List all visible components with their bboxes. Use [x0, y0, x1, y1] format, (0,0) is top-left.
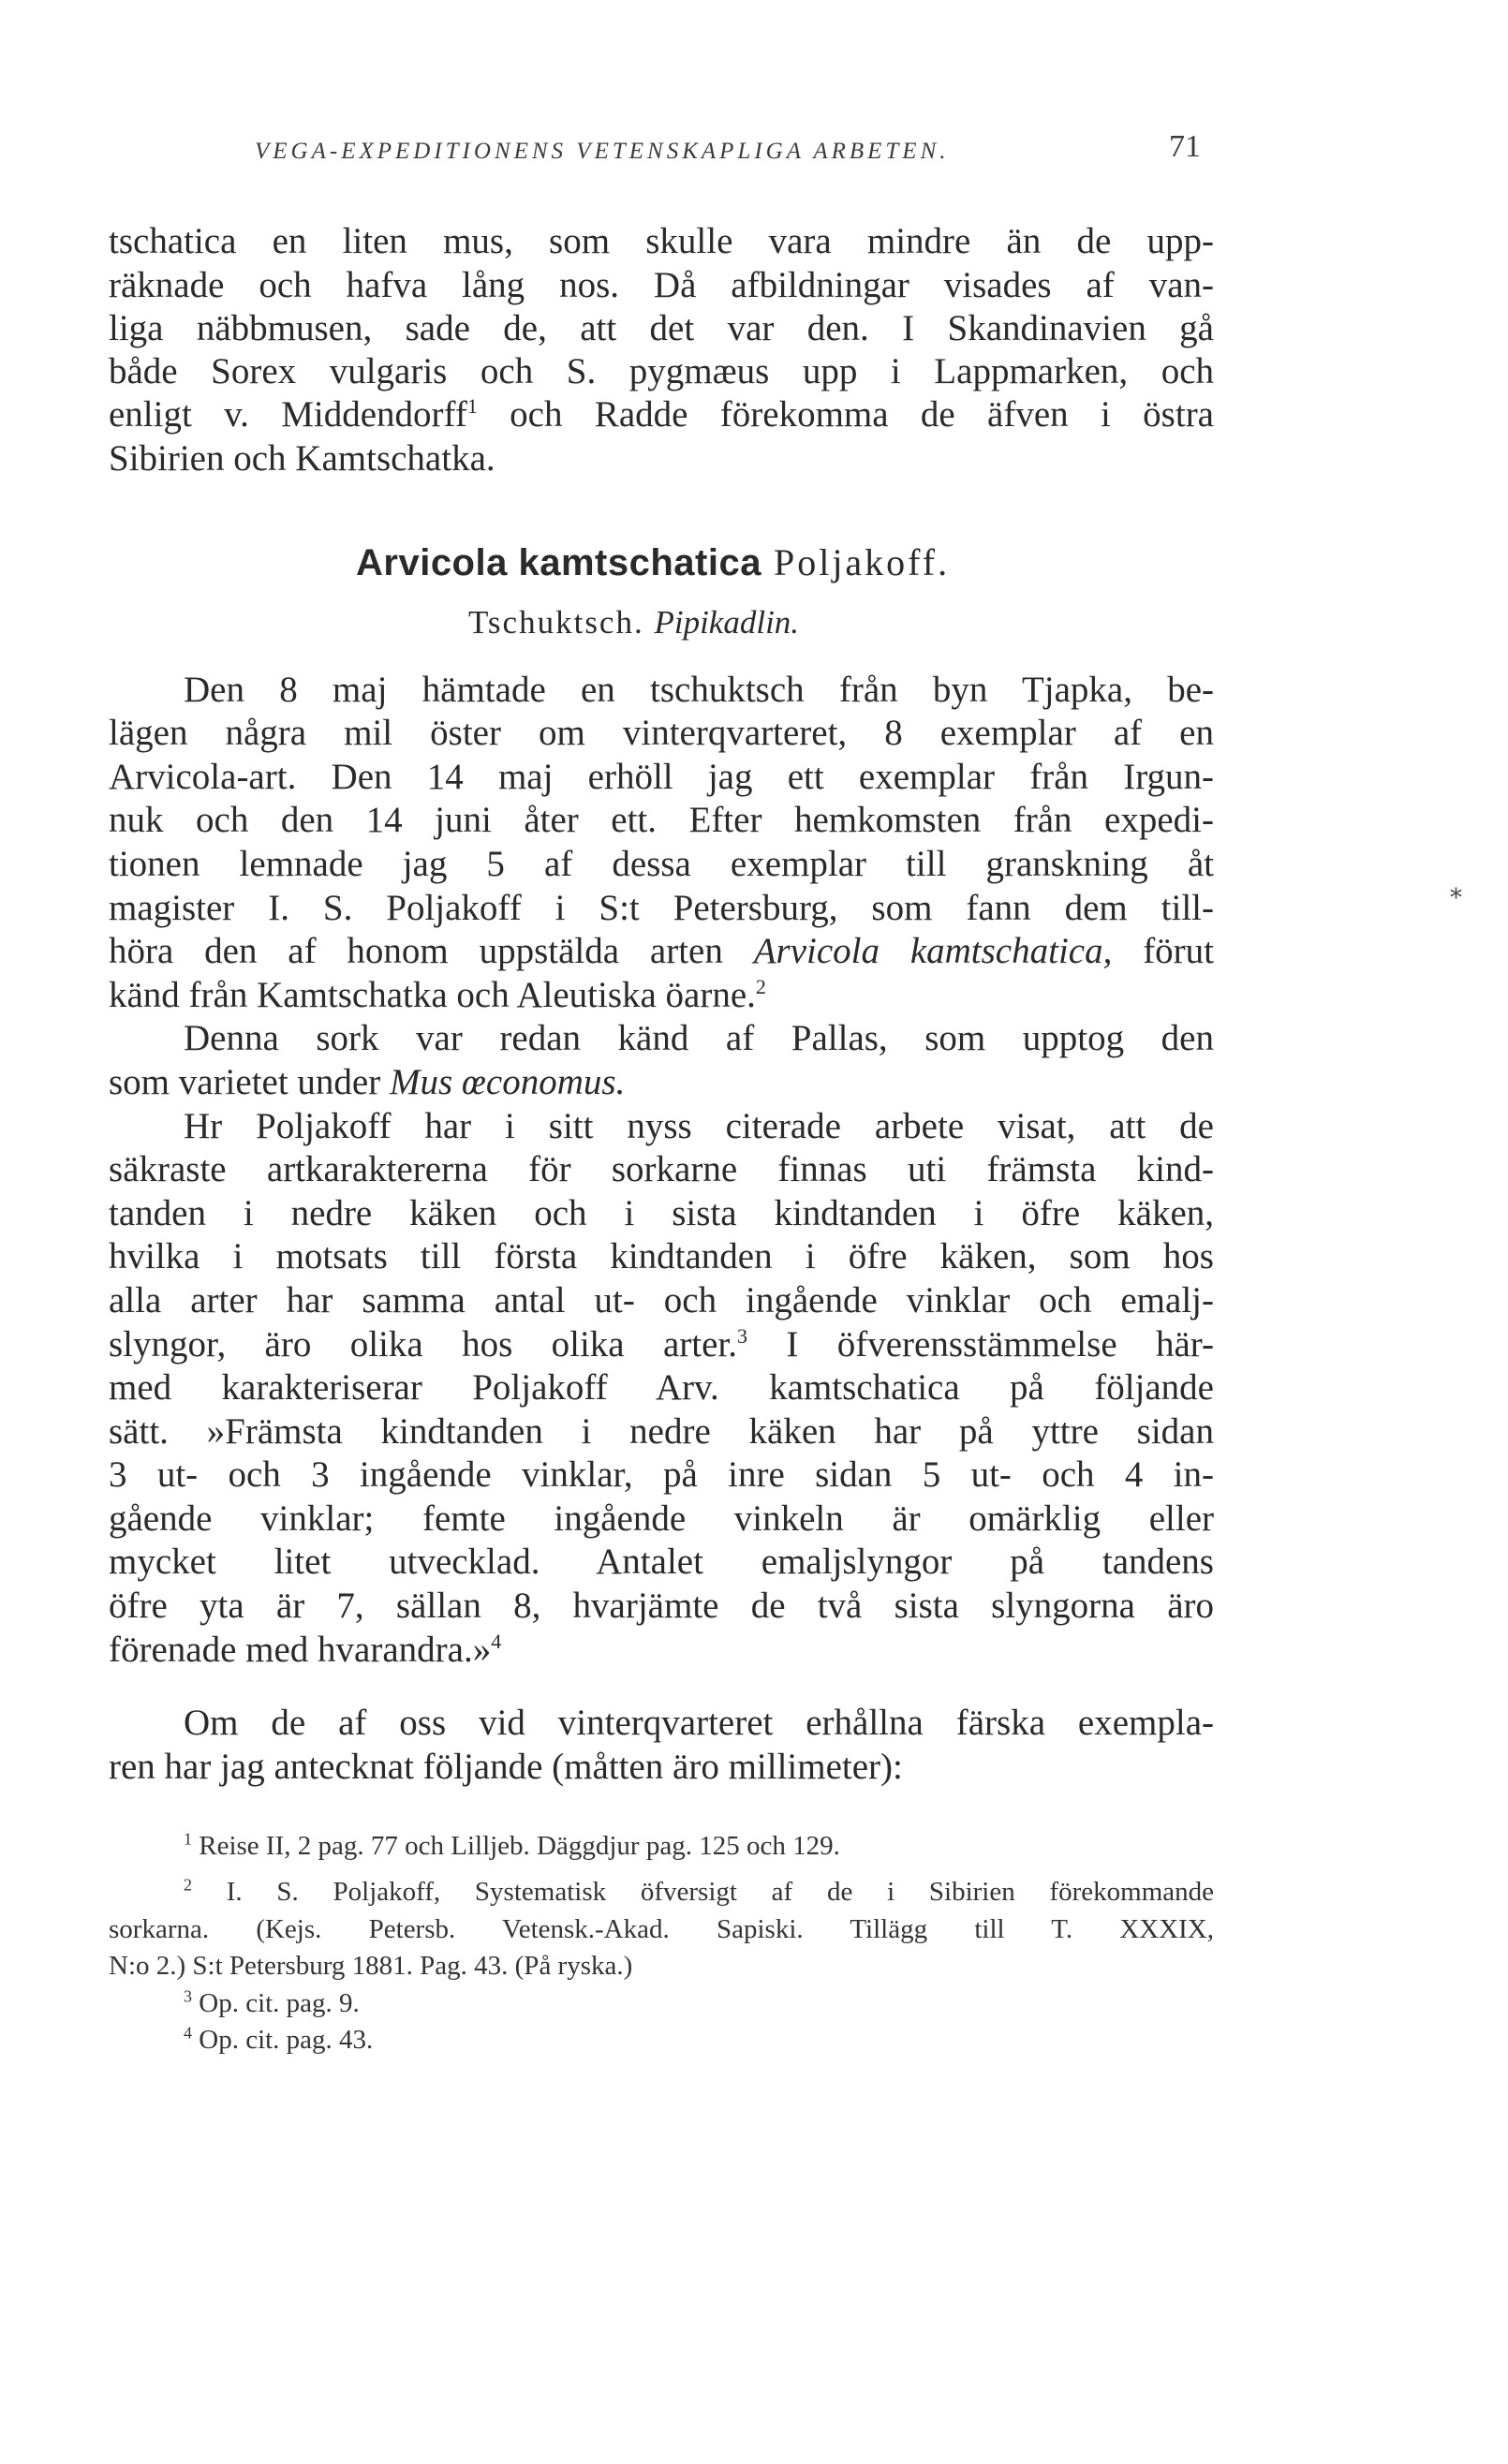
footnote: $^3$ Op. cit. pag. 9. [184, 1986, 360, 2018]
text-line: hvilka i motsats till första kindtanden i öfre käken, som hos [109, 1236, 1214, 1276]
footnote-ref: 1 [466, 394, 478, 418]
text-line: Om de af oss vid vinterqvarteret erhållna färska exempla- [184, 1703, 1214, 1743]
text-line: gående vinklar; femte ingående vinkeln är omärklig eller [109, 1498, 1214, 1539]
text-line: magister I. S. Poljakoff i S:t Petersburg, som fann dem till- [109, 888, 1214, 928]
text-line: med karakteriserar Poljakoff Arv. kamtschatica på följande [109, 1367, 1214, 1408]
text-line: Denna sork var redan känd af Pallas, som upptog den [184, 1018, 1214, 1058]
text-line: ren har jag antecknat följande (måtten äro millimeter): [109, 1747, 903, 1787]
text-line: tschatica en liten mus, som skulle vara mindre än de upp- [109, 221, 1214, 261]
text-line: Sibirien och Kamtschatka. [109, 438, 495, 479]
text-line: tanden i nedre käken och i sista kindtanden i öfre käken, [109, 1193, 1214, 1233]
text-line: förenade med hvarandra.»$^4$ [109, 1630, 502, 1670]
text-line: tionen lemnade jag 5 af dessa exemplar till granskning åt [109, 844, 1214, 884]
species-author: Poljakoff. [761, 541, 951, 583]
text-line: Arvicola-art. Den 14 maj erhöll jag ett exemplar från Irgun- [109, 757, 1214, 797]
text-line: slyngor, äro olika hos olika arter.$^3$ I öfverensstämmelse här- [109, 1324, 1214, 1365]
text-line: alla arter har samma antal ut- och ingående vinklar och emalj- [109, 1280, 1214, 1321]
text-line: öfre yta är 7, sällan 8, hvarjämte de två sista slyngorna äro [109, 1586, 1214, 1626]
text-line: räknade och hafva lång nos. Då afbildningar visades af van- [109, 265, 1214, 305]
footnote: $^2$ I. S. Poljakoff, Systematisk öfversigt af de i Sibirien förekommande [184, 1875, 1214, 1907]
text-line: Hr Poljakoff har i sitt nyss citerade arbete visat, att de [184, 1106, 1214, 1146]
page-number: 71 [1169, 129, 1201, 164]
text-line: mycket litet utvecklad. Antalet emaljslyngor på tandens [109, 1542, 1214, 1582]
footnote: $^4$ Op. cit. pag. 43. [184, 2023, 374, 2055]
text-line: både Sorex vulgaris och S. pygmæus upp i Lappmarken, och [109, 351, 1214, 391]
text-line: Den 8 maj hämtade en tschuktsch från byn Tjapka, be- [184, 670, 1214, 710]
margin-mark: * [1450, 884, 1462, 912]
footnote-ref: 3 [737, 1324, 747, 1348]
footnote-line: N:o 2.) S:t Petersburg 1881. Pag. 43. (På ryska.) [109, 1951, 633, 1981]
text-line: enligt v. Middendorff$^1$ och Radde förekomma de äfven i östra [109, 394, 1214, 435]
footnote-line: sorkarna. (Kejs. Petersb. Vetensk.-Akad. Sapiski. Tillägg till T. XXXIX, [109, 1914, 1214, 1944]
text-line: nuk och den 14 juni åter ett. Efter hemkomsten från expedi- [109, 800, 1214, 840]
text-line: 3 ut- och 3 ingående vinklar, på inre sidan 5 ut- och 4 in- [109, 1454, 1214, 1495]
species-heading [356, 541, 950, 584]
text-line: säkraste artkaraktererna för sorkarne finnas uti främsta kind- [109, 1149, 1214, 1189]
footnote-ref: 2 [755, 975, 766, 998]
text-line: sätt. »Främsta kindtanden i nedre käken har på yttre sidan [109, 1411, 1214, 1452]
footnote: $^1$ Reise II, 2 pag. 77 och Lilljeb. Däggdjur pag. 125 och 129. [184, 1829, 840, 1861]
vernacular-name: Tschuktsch. Pipikadlin. [468, 604, 800, 641]
text-line: känd från Kamtschatka och Aleutiska öarne.$^2$ [109, 975, 766, 1015]
footnote-ref: 4 [491, 1630, 502, 1653]
text-line: liga näbbmusen, sade de, att det var den. I Skandinavien gå [109, 308, 1214, 348]
text-line: lägen några mil öster om vinterqvarteret, 8 exemplar af en [109, 713, 1214, 753]
text-line: höra den af honom uppstälda arten Arvicola kamtschatica, förut [109, 931, 1215, 971]
species-name: Arvicola kamtschatica [356, 542, 761, 583]
running-header: VEGA-EXPEDITIONENS VETENSKAPLIGA ARBETEN. [255, 139, 950, 164]
text-line: som varietet under Mus œconomus. [109, 1062, 626, 1102]
